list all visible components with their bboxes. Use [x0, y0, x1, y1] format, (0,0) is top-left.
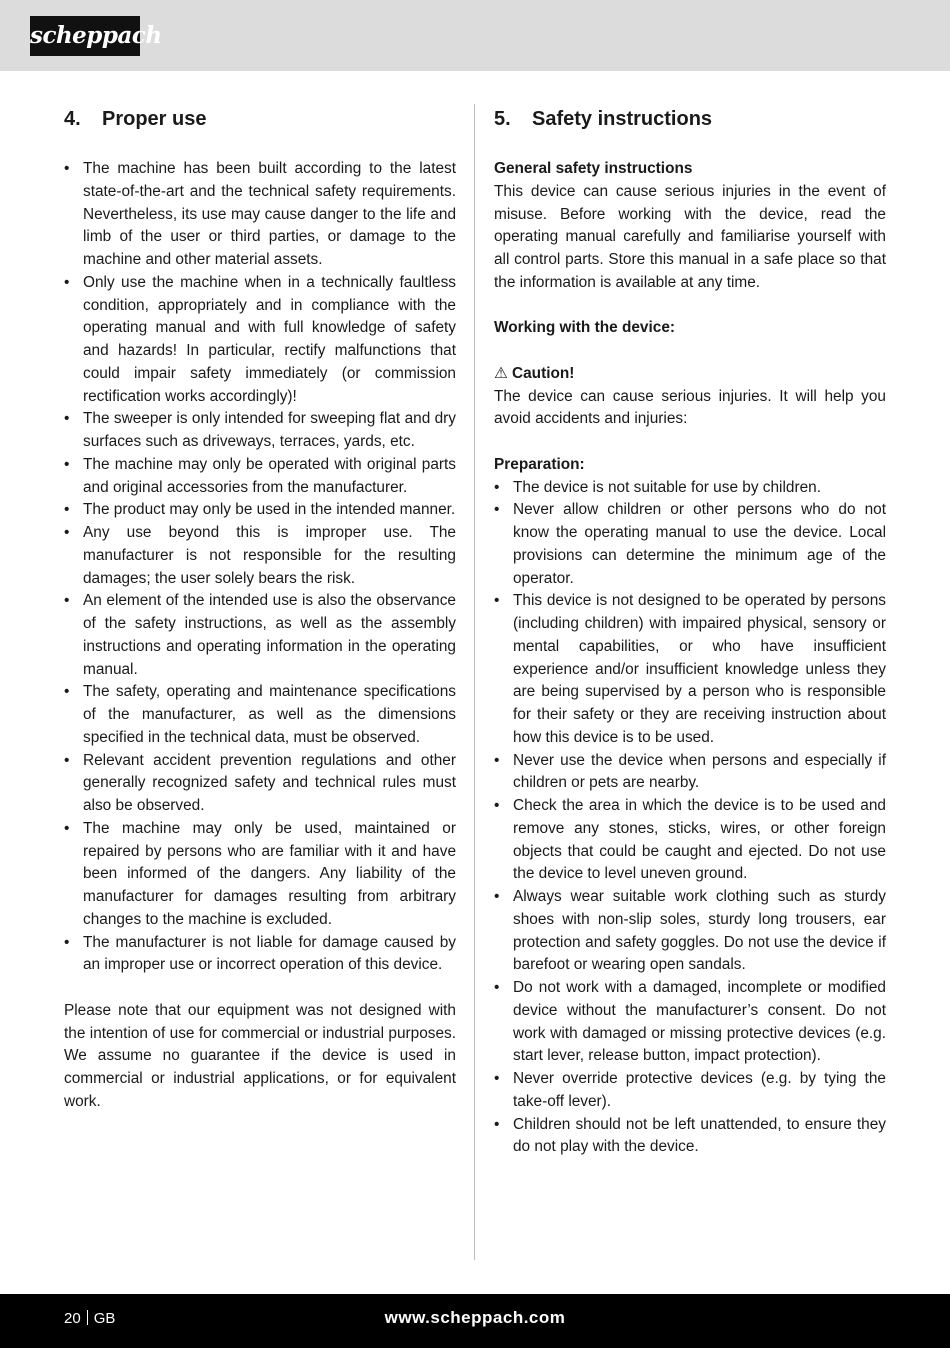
- list-item: • An element of the intended use is also the observance of the safety instructions, as well as the assembly instructions and operating information in the operating manual.: [64, 590, 456, 681]
- list-item: • Never allow children or other persons who do not know the operating manual to use the device. Local provisions can determine the minimum age of the operator.: [494, 499, 886, 590]
- list-item: • Do not work with a damaged, incomplete or modified device without the manufacturer’s consent. Do not work with damaged or missing protective devices (e.g. start lever, release button, impact protection).: [494, 977, 886, 1068]
- list-item: • Children should not be left unattended, to ensure they do not play with the device.: [494, 1114, 886, 1160]
- scheppach-logo: scheppach: [30, 16, 140, 56]
- list-item: • Any use beyond this is improper use. The manufacturer is not responsible for the resulting damages; the user solely bears the risk.: [64, 522, 456, 590]
- section-number: 5.: [494, 108, 511, 130]
- caution-text: The device can cause serious injuries. It will help you avoid accidents and injuries:: [494, 387, 886, 428]
- language-code: GB: [93, 1310, 116, 1327]
- website-url: www.scheppach.com: [384, 1308, 566, 1327]
- section-title-text: Proper use: [102, 108, 207, 130]
- section-number: 4.: [64, 108, 81, 130]
- list-item: • Never use the device when persons and especially if children or pets are nearby.: [494, 750, 886, 796]
- list-item: • The machine may only be operated with original parts and original accessories from the manufacturer.: [64, 454, 456, 500]
- general-safety-heading: General safety instructions: [494, 160, 693, 177]
- list-item: • Never override protective devices (e.g. by tying the take-off lever).: [494, 1068, 886, 1114]
- right-column: [494, 104, 886, 1159]
- list-item: • The machine has been built according to the latest state-of-the-art and the technical safety requirements. Nevertheless, its use may cause danger to the life and limb of the user or third parties, or damage to the machine and other material assets.: [64, 158, 456, 272]
- section-title-safety: [494, 104, 886, 134]
- preparation-list: [494, 477, 886, 1160]
- column-divider: [474, 104, 475, 1260]
- caution-heading-text: Caution!: [512, 364, 575, 382]
- commercial-use-note: Please note that our equipment was not designed with the intention of use for commercial or industrial purposes. We assume no guarantee if the device is used in commercial or industrial applications, or for equivalent work.: [64, 1001, 456, 1110]
- page-number-value: 20: [64, 1310, 81, 1327]
- section-title-proper-use: [64, 104, 456, 134]
- preparation-heading: Preparation:: [494, 455, 585, 473]
- list-item: • The manufacturer is not liable for damage caused by an improper use or incorrect operation of this device.: [64, 932, 456, 978]
- working-heading: Working with the device:: [494, 319, 676, 337]
- list-item: • The safety, operating and maintenance specifications of the manufacturer, as well as the dimensions specified in the technical data, must be observed.: [64, 681, 456, 749]
- list-item: • The machine may only be used, maintained or repaired by persons who are familiar with it and have been informed of the dangers. Any liability of the manufacturer for damages resulting from arbitrary changes to the machine is excluded.: [64, 818, 456, 932]
- page-footer: [0, 1294, 950, 1348]
- page-header: [0, 0, 950, 71]
- general-safety-text: This device can cause serious injuries in the event of misuse. Before working with the device, read the operating manual carefully and familiarise yourself with all control parts. Store this manual in a safe place so that the information is available at any time.: [494, 182, 886, 291]
- caution-heading: [494, 363, 886, 386]
- list-item: • Always wear suitable work clothing such as sturdy shoes with non-slip soles, sturdy long trousers, ear protection and safety goggles. Do not use the device if barefoot or wearing open sandals.: [494, 886, 886, 977]
- warning-triangle-icon: ⚠: [494, 364, 508, 382]
- list-item: • Relevant accident prevention regulations and other generally recognized safety and technical rules must also be observed.: [64, 750, 456, 818]
- list-item: • The device is not suitable for use by children.: [494, 477, 886, 500]
- left-column: [64, 104, 456, 1114]
- list-item: • This device is not designed to be operated by persons (including children) with impaired physical, sensory or mental capabilities, or who have insufficient experience and/or insufficient knowledge unless they are being supervised by a person who is responsible for their safety or they are receiving instruction about how this device is to be used.: [494, 590, 886, 749]
- list-item: • The product may only be used in the intended manner.: [64, 499, 456, 522]
- proper-use-list: [64, 158, 456, 977]
- list-item: • The sweeper is only intended for sweeping flat and dry surfaces such as driveways, terraces, yards, etc.: [64, 408, 456, 454]
- section-title-text: Safety instructions: [532, 108, 713, 130]
- list-item: • Check the area in which the device is to be used and remove any stones, sticks, wires, or other foreign objects that could be caught and ejected. Do not use the device to level uneven ground.: [494, 795, 886, 886]
- list-item: • Only use the machine when in a technically faultless condition, appropriately and in compliance with the operating manual and with full knowledge of safety and hazards! In particular, rectify malfunctions that could impair safety immediately (or commission rectification works accordingly)!: [64, 272, 456, 409]
